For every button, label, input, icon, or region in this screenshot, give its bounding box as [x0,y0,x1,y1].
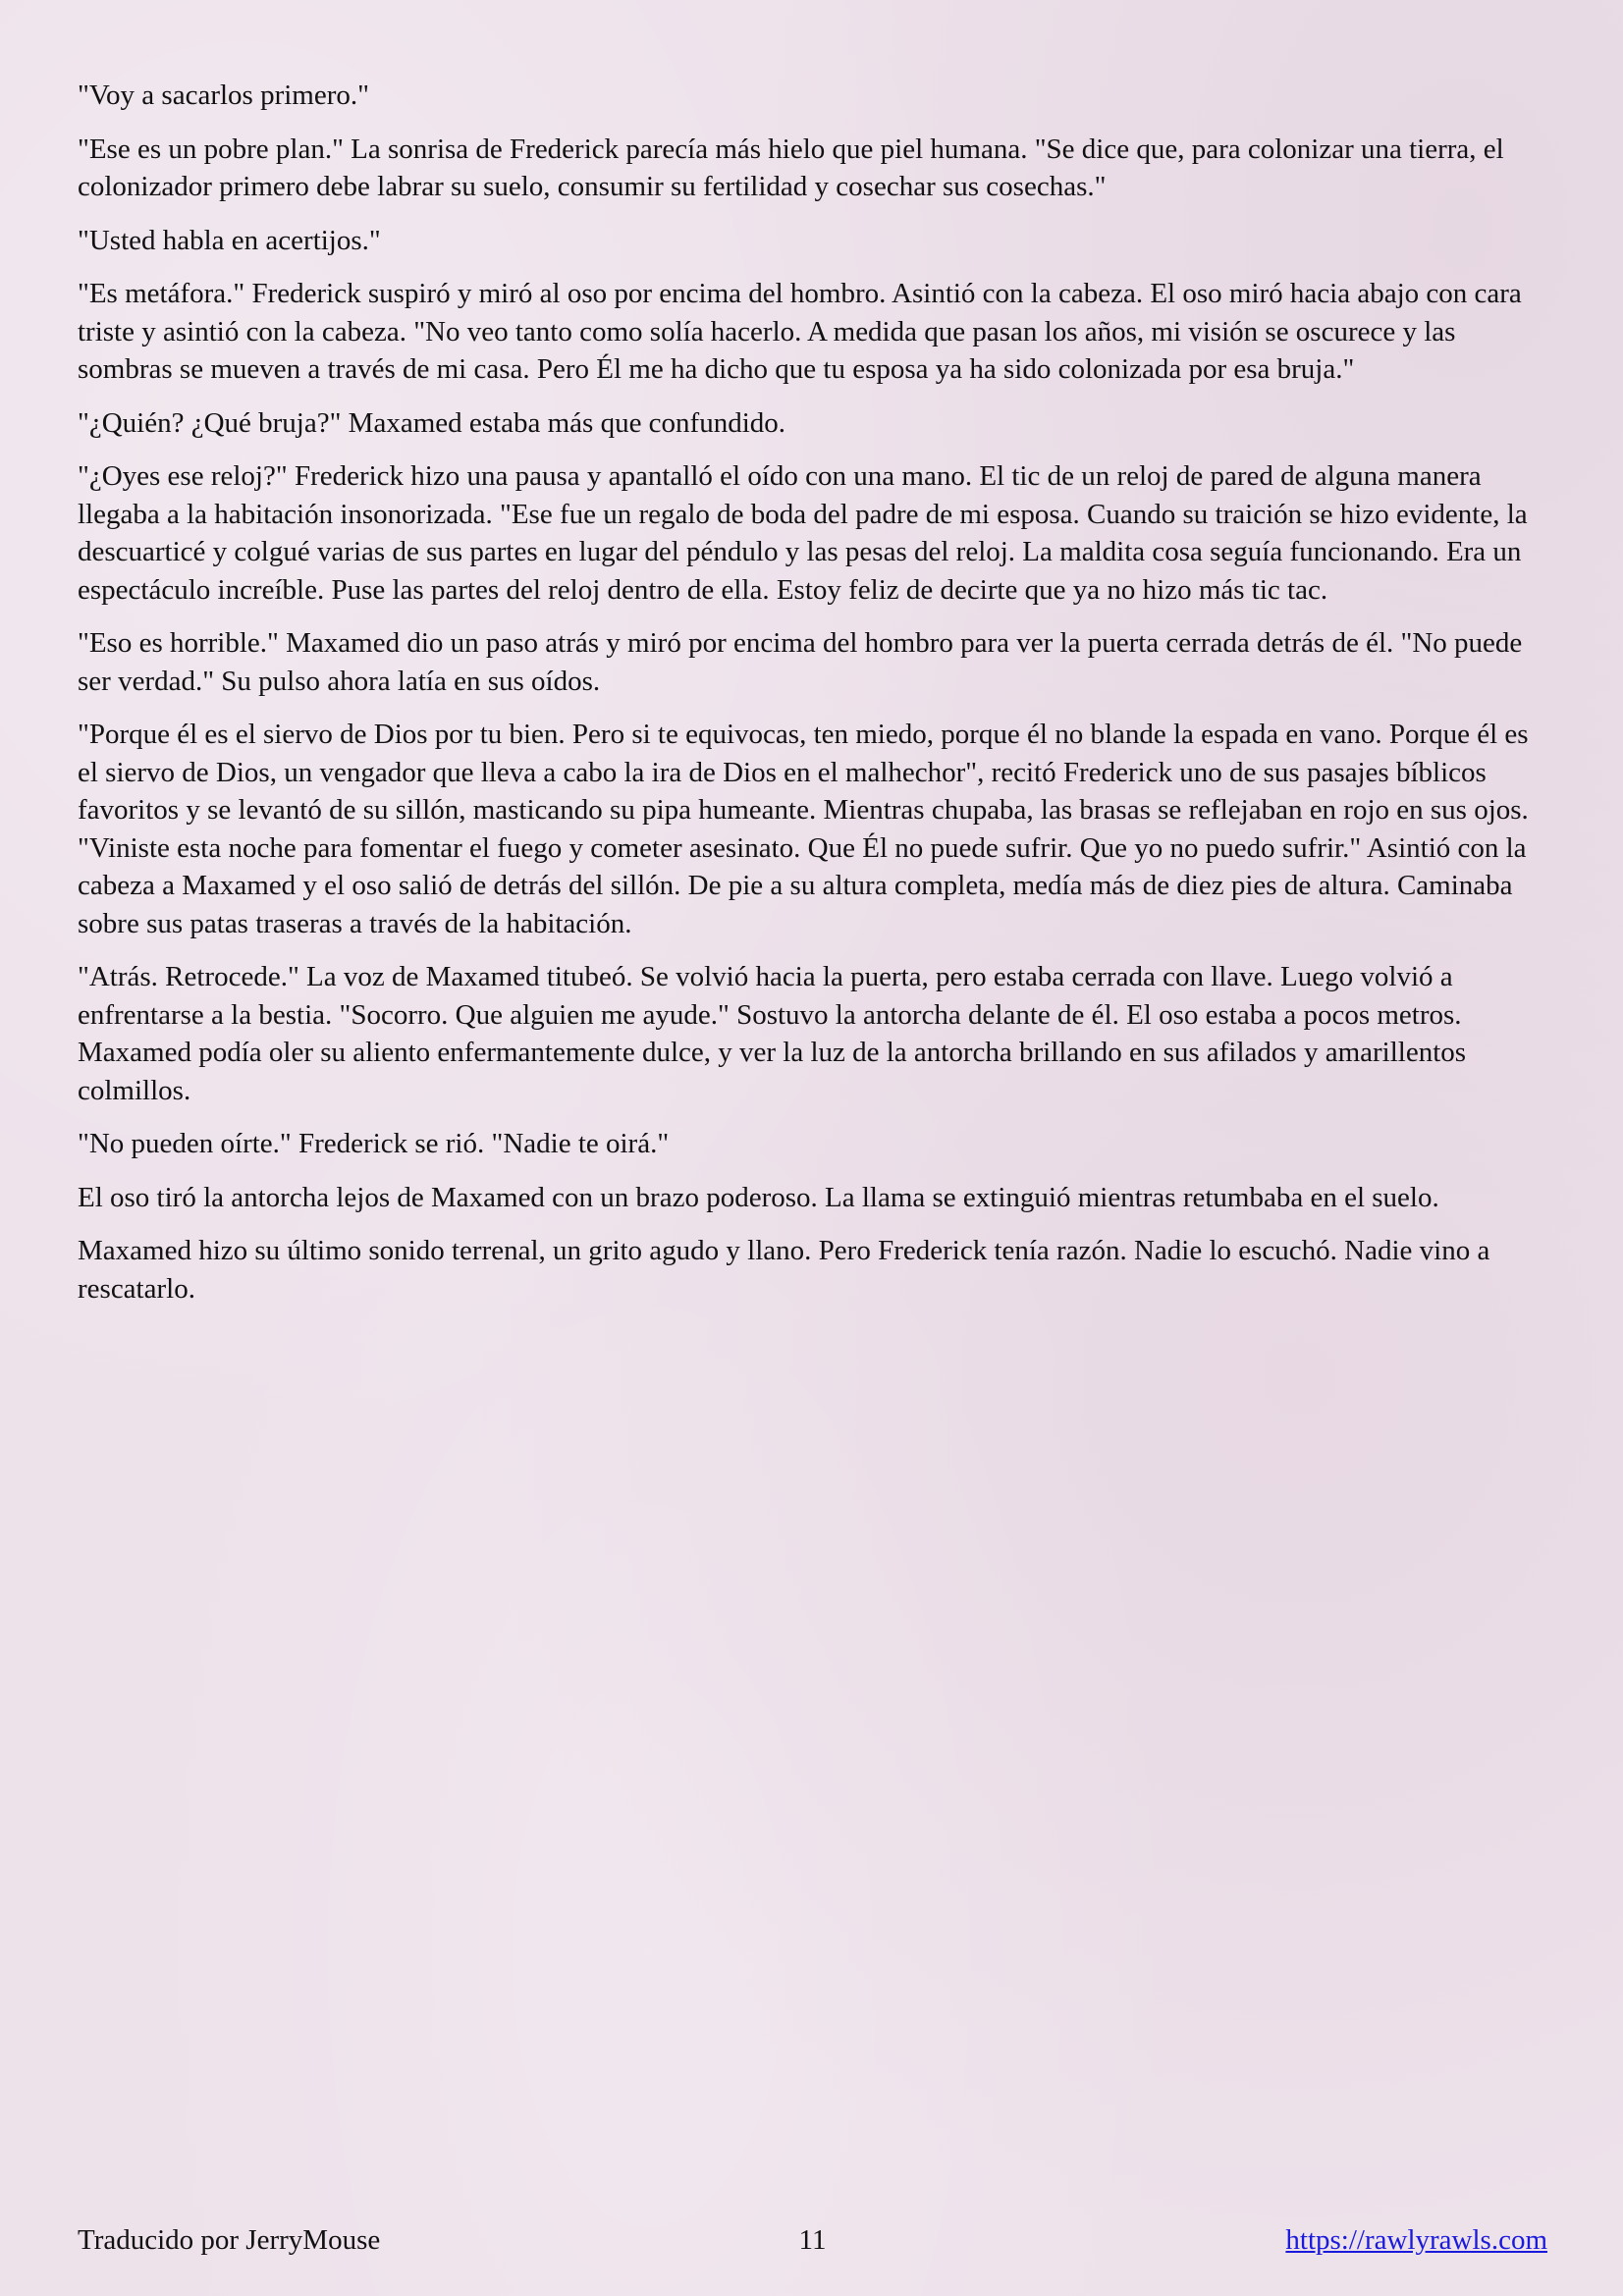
paragraph: "¿Oyes ese reloj?" Frederick hizo una pausa y apantalló el oído con una mano. El tic de un reloj de pared de alguna manera llegaba a la habitación insonorizada. "Ese fue un regalo de boda del padre de mi esposa. Cuando su traición se hizo evidente, la descuarticé y colgué varias de sus partes en lugar del péndulo y las pesas del reloj. La maldita cosa seguía funcionando. Era un espectáculo increíble. Puse las partes del reloj dentro de ella. Estoy feliz de decirte que ya no hizo más tic tac. [78,460,1528,606]
paragraph: El oso tiró la antorcha lejos de Maxamed con un brazo poderoso. La llama se extinguió mientras retumbaba en el suelo. [78,1181,1439,1213]
paragraph: "Eso es horrible." Maxamed dio un paso atrás y miró por encima del hombro para ver la puerta cerrada detrás de él. "No puede ser verdad." Su pulso ahora latía en sus oídos. [78,627,1523,697]
page-footer [78,2221,1547,2261]
paragraph: "No pueden oírte." Frederick se rió. "Nadie te oirá." [78,1128,670,1159]
paragraph: "¿Quién? ¿Qué bruja?" Maxamed estaba más que confundido. [78,406,786,439]
website-link[interactable]: https://rawlyrawls.com [1285,2224,1547,2256]
paragraph: "Voy a sacarlos primero." [78,80,369,111]
paragraph: "Porque él es el siervo de Dios por tu bien. Pero si te equivocas, ten miedo, porque él no blande la espada en vano. Porque él es el siervo de Dios, un vengador que lleva a cabo la ira de Dios en el malhechor", recitó Frederick uno de sus pasajes bíblicos favoritos y se levantó de su sillón, masticando su pipa humeante. Mientras chupaba, las brasas se reflejaban en rojo en sus ojos. "Viniste esta noche para fomentar el fuego y cometer asesinato. Que Él no puede sufrir. Que yo no puedo sufrir." Asintió con la cabeza a Maxamed y el oso salió de detrás del sillón. De pie a su altura completa, medía más de diez pies de altura. Caminaba sobre sus patas traseras a través de la habitación. [78,719,1529,939]
paragraph: "Ese es un pobre plan." La sonrisa de Frederick parecía más hielo que piel humana. "Se dice que, para colonizar una tierra, el colonizador primero debe labrar su suelo, consumir su fertilidad y cosechar sus cosechas." [78,133,1504,202]
paragraph: Maxamed hizo su último sonido terrenal, un grito agudo y llano. Pero Frederick tenía razón. Nadie lo escuchó. Nadie vino a rescatarlo. [78,1235,1490,1305]
paragraph: "Es metáfora." Frederick suspiró y miró al oso por encima del hombro. Asintió con la cabeza. El oso miró hacia abajo con cara triste y asintió con la cabeza. "No veo tanto como solía hacerlo. A medida que pasan los años, mi visión se oscurece y las sombras se mueven a través de mi casa. Pero Él me ha dicho que tu esposa ya ha sido colonizada por esa bruja." [78,278,1522,385]
page-body [78,77,1547,1323]
page-number: 11 [798,2224,827,2256]
paragraph: "Atrás. Retrocede." La voz de Maxamed titubeó. Se volvió hacia la puerta, pero estaba cerrada con llave. Luego volvió a enfrentarse a la bestia. "Socorro. Que alguien me ayude." Sostuvo la antorcha delante de él. El oso estaba a pocos metros. Maxamed podía oler su aliento enfermantemente dulce, y ver la luz de la antorcha brillando en sus afilados y amarillentos colmillos. [78,961,1467,1106]
paragraph: "Usted habla en acertijos." [78,224,381,256]
translator-credit: Traducido por JerryMouse [78,2224,381,2256]
